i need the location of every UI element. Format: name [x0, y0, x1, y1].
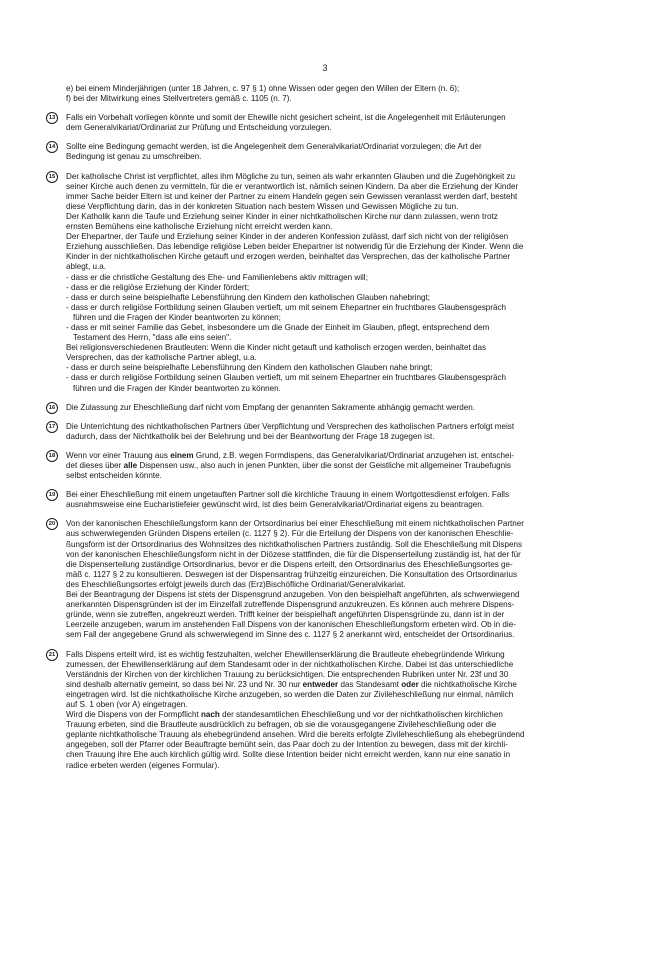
text-run: Erziehung ausschließen. Das lebendige religiöse Leben beider Ehepartner ist notwendig für die Erziehung der Kinder. Wenn die	[66, 242, 524, 252]
emphasis: entweder	[302, 679, 339, 689]
text-line	[66, 650, 626, 660]
footnote-number-badge: 19	[46, 489, 58, 501]
text-run: Die Zulassung zur Eheschließung darf nicht vom Empfang der genannten Sakramente abhängig gemacht werden.	[66, 402, 475, 412]
text-run: aus schwerwiegenden Gründen Dispens erteilen (c. 1127 § 2). Für die Erteilung der Dispens von der kanonischen Eheschlie-	[66, 529, 514, 539]
text-line	[66, 84, 626, 94]
text-line	[66, 570, 626, 580]
text-run: - dass er durch seine beispielhafte Lebensführung den Kindern den katholischen Glauben nahe bringt;	[66, 363, 433, 373]
text-run: Wenn vor einer Trauung aus	[66, 450, 171, 460]
footnote-number-badge: 17	[46, 421, 58, 433]
text-run: der standesamtlichen Eheschließung und vor der nichtkatholischen kirchlichen	[219, 710, 503, 720]
text-line	[66, 630, 626, 640]
text-run: radice erbeten werden (eigenes Formular).	[66, 760, 220, 770]
text-run: angegeben, soll der Pfarrer oder Beauftragte bemüht sein, das Paar doch zu der Intention zu bewegen, dass mit der kirchli-	[66, 740, 508, 750]
text-line	[66, 490, 626, 500]
text-run: Falls ein Vorbehalt vorliegen könnte und somit der Ehewille nicht gesichert scheint, ist die Angelegenheit mit Erläuterungen	[66, 113, 506, 123]
footnote-13	[46, 113, 626, 133]
text-line	[66, 560, 626, 570]
text-run: führen und die Fragen der Kinder beantworten zu können.	[73, 383, 281, 393]
text-run: Bei religionsverschiedenen Brautleuten: Wenn die Kinder nicht getauft und katholisch erzogen werden, beinhaltet das	[66, 343, 487, 353]
text-line	[66, 303, 626, 313]
text-run: führen und die Fragen der Kinder beantworten zu können;	[73, 312, 281, 322]
text-line	[66, 700, 626, 710]
text-run: gründe, wenn sie zutreffen, angekreuzt werden. Trifft keiner der beispielhaft angeführten Dispensgründe zu, dann ist in der	[66, 610, 505, 620]
text-run: Sollte eine Bedingung gemacht werden, ist die Angelegenheit dem Generalvikariat/Ordinariat vorzulegen; die Art der	[66, 142, 482, 152]
text-run: Von der kanonischen Eheschließungsform kann der Ortsordinarius bei einer Eheschließung mit einem nichtkatholischen Partner	[66, 519, 524, 529]
text-line	[66, 730, 626, 740]
text-line	[66, 363, 626, 373]
text-line	[66, 720, 626, 730]
text-line	[66, 422, 626, 432]
footnote-19	[46, 490, 626, 510]
text-line	[66, 222, 626, 232]
text-run: dem Generalvikariat/Ordinariat zur Prüfung und Entscheidung vorzulegen.	[66, 123, 332, 133]
text-line	[66, 212, 626, 222]
text-line	[66, 323, 626, 333]
footnote-number-badge: 18	[46, 450, 58, 462]
text-line	[66, 202, 626, 212]
text-run: Kinder in der nichtkatholischen Kirche getauft und erzogen werden, beinhaltet das Versprechen, das der katholische Partner	[66, 252, 511, 262]
text-line	[66, 620, 626, 630]
text-line	[66, 384, 626, 394]
text-run: Grund, z.B. wegen Formdispens, das Generalvikariat/Ordinariat anzugehen ist, entschei-	[193, 450, 514, 460]
text-run: - dass er die religiöse Erziehung der Kinder fördert;	[66, 282, 250, 292]
text-run: geplante nichtkatholische Trauung als ehebegründend ansehen. Wird die bereits erfolgte Zivileheschließung als ehebegründend	[66, 730, 525, 740]
text-run: Der Katholik kann die Taufe und Erziehung seiner Kinder in einer nichtkatholischen Kirche nur dann zulassen, wenn trotz	[66, 211, 498, 221]
text-line	[66, 761, 626, 771]
text-line	[66, 343, 626, 353]
emphasis: alle	[123, 461, 138, 470]
text-run: - dass er durch religiöse Fortbildung seinen Glauben vertieft, um mit seinem Ehepartner ein fruchtbares Glaubensgespräch	[66, 302, 506, 312]
text-run: diese Verpflichtung darin, das in der konkreten Situation nach bestem Wissen und Gewissen Mögliche zu tun.	[66, 201, 459, 211]
text-run: chen Trauung ihre Ehe auch kirchlich gültig wird. Sollte diese Intention beider nicht erreicht werden, kann nur eine sanatio in	[66, 750, 511, 760]
text-run: Verständnis der Kirchen von der kirchlichen Trauung zu berücksichtigen. Die entsprechenden Rubriken unter Nr. 23f und 30	[66, 669, 509, 679]
footnote-21	[46, 650, 626, 771]
emphasis: einem	[170, 450, 194, 460]
text-line	[66, 461, 626, 471]
text-run: - dass er mit seiner Familie das Gebet, insbesondere um die Gnade der Einheit im Glauben, pflegt, entsprechend dem	[66, 322, 490, 332]
footnote-number-badge: 15	[46, 171, 58, 183]
text-run: e) bei einem Minderjährigen (unter 18 Jahren, c. 97 § 1) ohne Wissen oder gegen den Willen der Eltern (n. 6);	[66, 84, 460, 93]
footnote-18	[46, 451, 626, 481]
page-number: 3	[322, 63, 328, 73]
text-run: Die Unterrichtung des nichtkatholischen Partners über Verpflichtung und Versprechen des katholischen Partners erfolgt meist	[66, 421, 515, 431]
text-line	[66, 283, 626, 293]
text-run: selbst entscheiden könnte.	[66, 471, 162, 481]
text-run: det dieses über	[66, 461, 124, 470]
text-run: zumessen, der Ehewillenserklärung auf dem Standesamt oder in der nichtkatholischen Kirche. Dabei ist das unterschiedliche	[66, 659, 514, 669]
text-line	[66, 192, 626, 202]
text-run: Der Ehepartner, der Taufe und Erziehung seiner Kinder in der anderen Konfession zulässt, darf sich nicht von der religiösen	[66, 232, 509, 242]
text-run: ernsten Bemühens eine katholische Erziehung nicht erreicht werden kann.	[66, 222, 333, 232]
text-line	[66, 690, 626, 700]
text-run: dadurch, dass der Nichtkatholik bei der Belehrung und bei der Beantwortung der Frage 18 zugegen ist.	[66, 431, 435, 441]
footnote-14	[46, 142, 626, 162]
text-line	[66, 740, 626, 750]
footnote-number-badge: 20	[46, 518, 58, 530]
footnote-20	[46, 519, 626, 640]
footnote-15	[46, 172, 626, 394]
text-line	[66, 660, 626, 670]
text-line	[66, 590, 626, 600]
text-run: Dispensen usw., also auch in jenen Punkten, über die sonst der Geistliche mit allgemeiner Traubefugnis	[137, 461, 511, 470]
text-run: Leerzeile anzugeben, warum im anstehenden Fall Dispens von der kanonischen Eheschließungsform erbeten wird. Ob in die-	[66, 620, 516, 630]
text-line	[66, 540, 626, 550]
text-line	[66, 142, 626, 152]
text-line	[66, 710, 626, 720]
text-run: die Dispenserteilung zuständige Ortsordinarius, bevor er die Dispens erteilt, den Ortsordinarius des Eheschließungsortes ge-	[66, 559, 513, 569]
text-line	[66, 680, 626, 690]
text-run: Wird die Dispens von der Formpflicht	[66, 710, 201, 720]
text-line	[66, 432, 626, 442]
footnote-16	[46, 403, 626, 413]
footnote-number-badge: 16	[46, 402, 58, 414]
text-run: Trauung erbeten, sind die Brautleute ausdrücklich zu befragen, ob sie die vorausgegangene Zivileheschließung oder die	[66, 720, 497, 730]
text-run: eingetragen wird. Ist die nichtkatholische Kirche anzugeben, so werden die Daten zur Zivileheschließung nur einmal, nämlich	[66, 689, 514, 699]
text-run: mäß c. 1127 § 2 zu konsultieren. Deswegen ist der Dispensantrag frühzeitig einzureichen. Die Konsultation des Ortsordinarius	[66, 569, 518, 579]
text-run: Testament des Herrn, "dass alle eins seien".	[73, 333, 232, 343]
text-run: sind deshalb alternativ gemeint, so dass bei Nr. 23 und Nr. 30 nur	[66, 679, 303, 689]
text-run: anerkannten Dispensgründen ist der im Einzelfall zutreffende Dispensgrund anzukreuzen. Es können auch mehrere Dispens-	[66, 600, 515, 610]
text-run: - dass er durch seine beispielhafte Lebensführung den Kindern den katholischen Glauben nahebringt;	[66, 292, 431, 302]
text-line	[66, 313, 626, 323]
text-run: - dass er die christliche Gestaltung des Ehe- und Familienlebens aktiv mittragen will;	[66, 272, 368, 282]
text-run: Bei der Beantragung der Dispens ist stets der Dispensgrund anzugeben. Von den beispielhaft angeführten, als schwerwiegend	[66, 590, 520, 600]
footnote-number-badge: 13	[46, 112, 58, 124]
text-run: f) bei der Mitwirkung eines Stellvertreters gemäß c. 1105 (n. 7).	[66, 94, 292, 104]
text-line	[66, 471, 626, 481]
text-run: Versprechen, das der katholische Partner ablegt, u.a.	[66, 353, 257, 363]
text-run: immer Sache beider Eltern ist und keiner der Partner zu einem Handeln gegen sein Gewissen veranlasst werden darf, besteht	[66, 191, 518, 201]
text-run: die nichtkatholische Kirche	[418, 679, 517, 689]
text-run: ßungsform ist der Ortsordinarius des Wohnsitzes des nichtkatholischen Partners zuständig. Soll die Eheschließung mit Dispens	[66, 539, 523, 549]
text-line	[66, 94, 626, 104]
text-run: das Standesamt	[338, 679, 402, 689]
text-line	[66, 500, 626, 510]
text-line	[66, 373, 626, 383]
text-line	[66, 670, 626, 680]
text-line	[66, 353, 626, 363]
text-line	[66, 580, 626, 590]
footnote-number-badge: 21	[46, 649, 58, 661]
text-line	[66, 242, 626, 252]
text-line	[66, 182, 626, 192]
text-line	[66, 529, 626, 539]
footnote-number-badge: 14	[46, 141, 58, 153]
text-line	[66, 252, 626, 262]
text-run: von der kanonischen Eheschließungsform nicht in der Diözese stattfinden, die für die Dispenserteilung zuständig ist, hat der für	[66, 549, 521, 559]
text-run: auf S. 1 oben (vor A) eingetragen.	[66, 699, 188, 709]
text-line	[66, 293, 626, 303]
text-line	[66, 610, 626, 620]
text-run: ausnahmsweise eine Eucharistiefeier gewünscht wird, ist dies beim Generalvikariat/Ordinariat eigens zu beantragen.	[66, 500, 484, 510]
text-line	[66, 333, 626, 343]
text-line	[66, 750, 626, 760]
text-run: Falls Dispens erteilt wird, ist es wichtig festzuhalten, welcher Ehewillenserklärung die Brautleute ehebegründende Wirkung	[66, 649, 505, 659]
text-line	[66, 403, 626, 413]
text-line	[66, 262, 626, 272]
text-run: Bei einer Eheschließung mit einem ungetauften Partner soll die kirchliche Trauung in einem Wortgottesdienst erfolgen. Falls	[66, 490, 509, 500]
text-line	[66, 152, 626, 162]
text-line	[66, 519, 626, 529]
text-line	[66, 600, 626, 610]
text-line	[66, 123, 626, 133]
text-run: des Eheschließungsortes erfolgt jeweils durch das (Erz)Bischöfliche Ordinariat/Generalvikariat.	[66, 579, 406, 589]
text-run: seiner Kirche auch denen zu vermitteln, für die er verantwortlich ist, nämlich seinen Kindern. Da aber die Erziehung der Kinder	[66, 181, 519, 191]
footnotes-body	[46, 84, 626, 771]
emphasis: nach	[200, 710, 220, 720]
text-run: Der katholische Christ ist verpflichtet, alles ihm Mögliche zu tun, seinen als wahr erkannten Glauben und die Zugehörigkeit zu	[66, 171, 515, 181]
text-line	[66, 550, 626, 560]
text-run: - dass er durch religiöse Fortbildung seinen Glauben vertieft, um mit seinem Ehepartner ein fruchtbares Glaubensgespräch	[66, 373, 506, 383]
footnote-17	[46, 422, 626, 442]
text-line	[66, 451, 626, 461]
text-line	[66, 172, 626, 182]
text-line	[66, 232, 626, 242]
list-continuation	[46, 84, 626, 104]
text-run: sem Fall der angegebene Grund als schwerwiegend im Sinne des c. 1127 § 2 anerkannt wird, entscheidet der Ortsordinarius.	[66, 630, 515, 640]
text-line	[66, 113, 626, 123]
emphasis: oder	[401, 679, 419, 689]
text-run: ablegt, u.a.	[66, 262, 107, 272]
text-run: Bedingung ist genau zu umschreiben.	[66, 152, 202, 162]
text-line	[66, 273, 626, 283]
